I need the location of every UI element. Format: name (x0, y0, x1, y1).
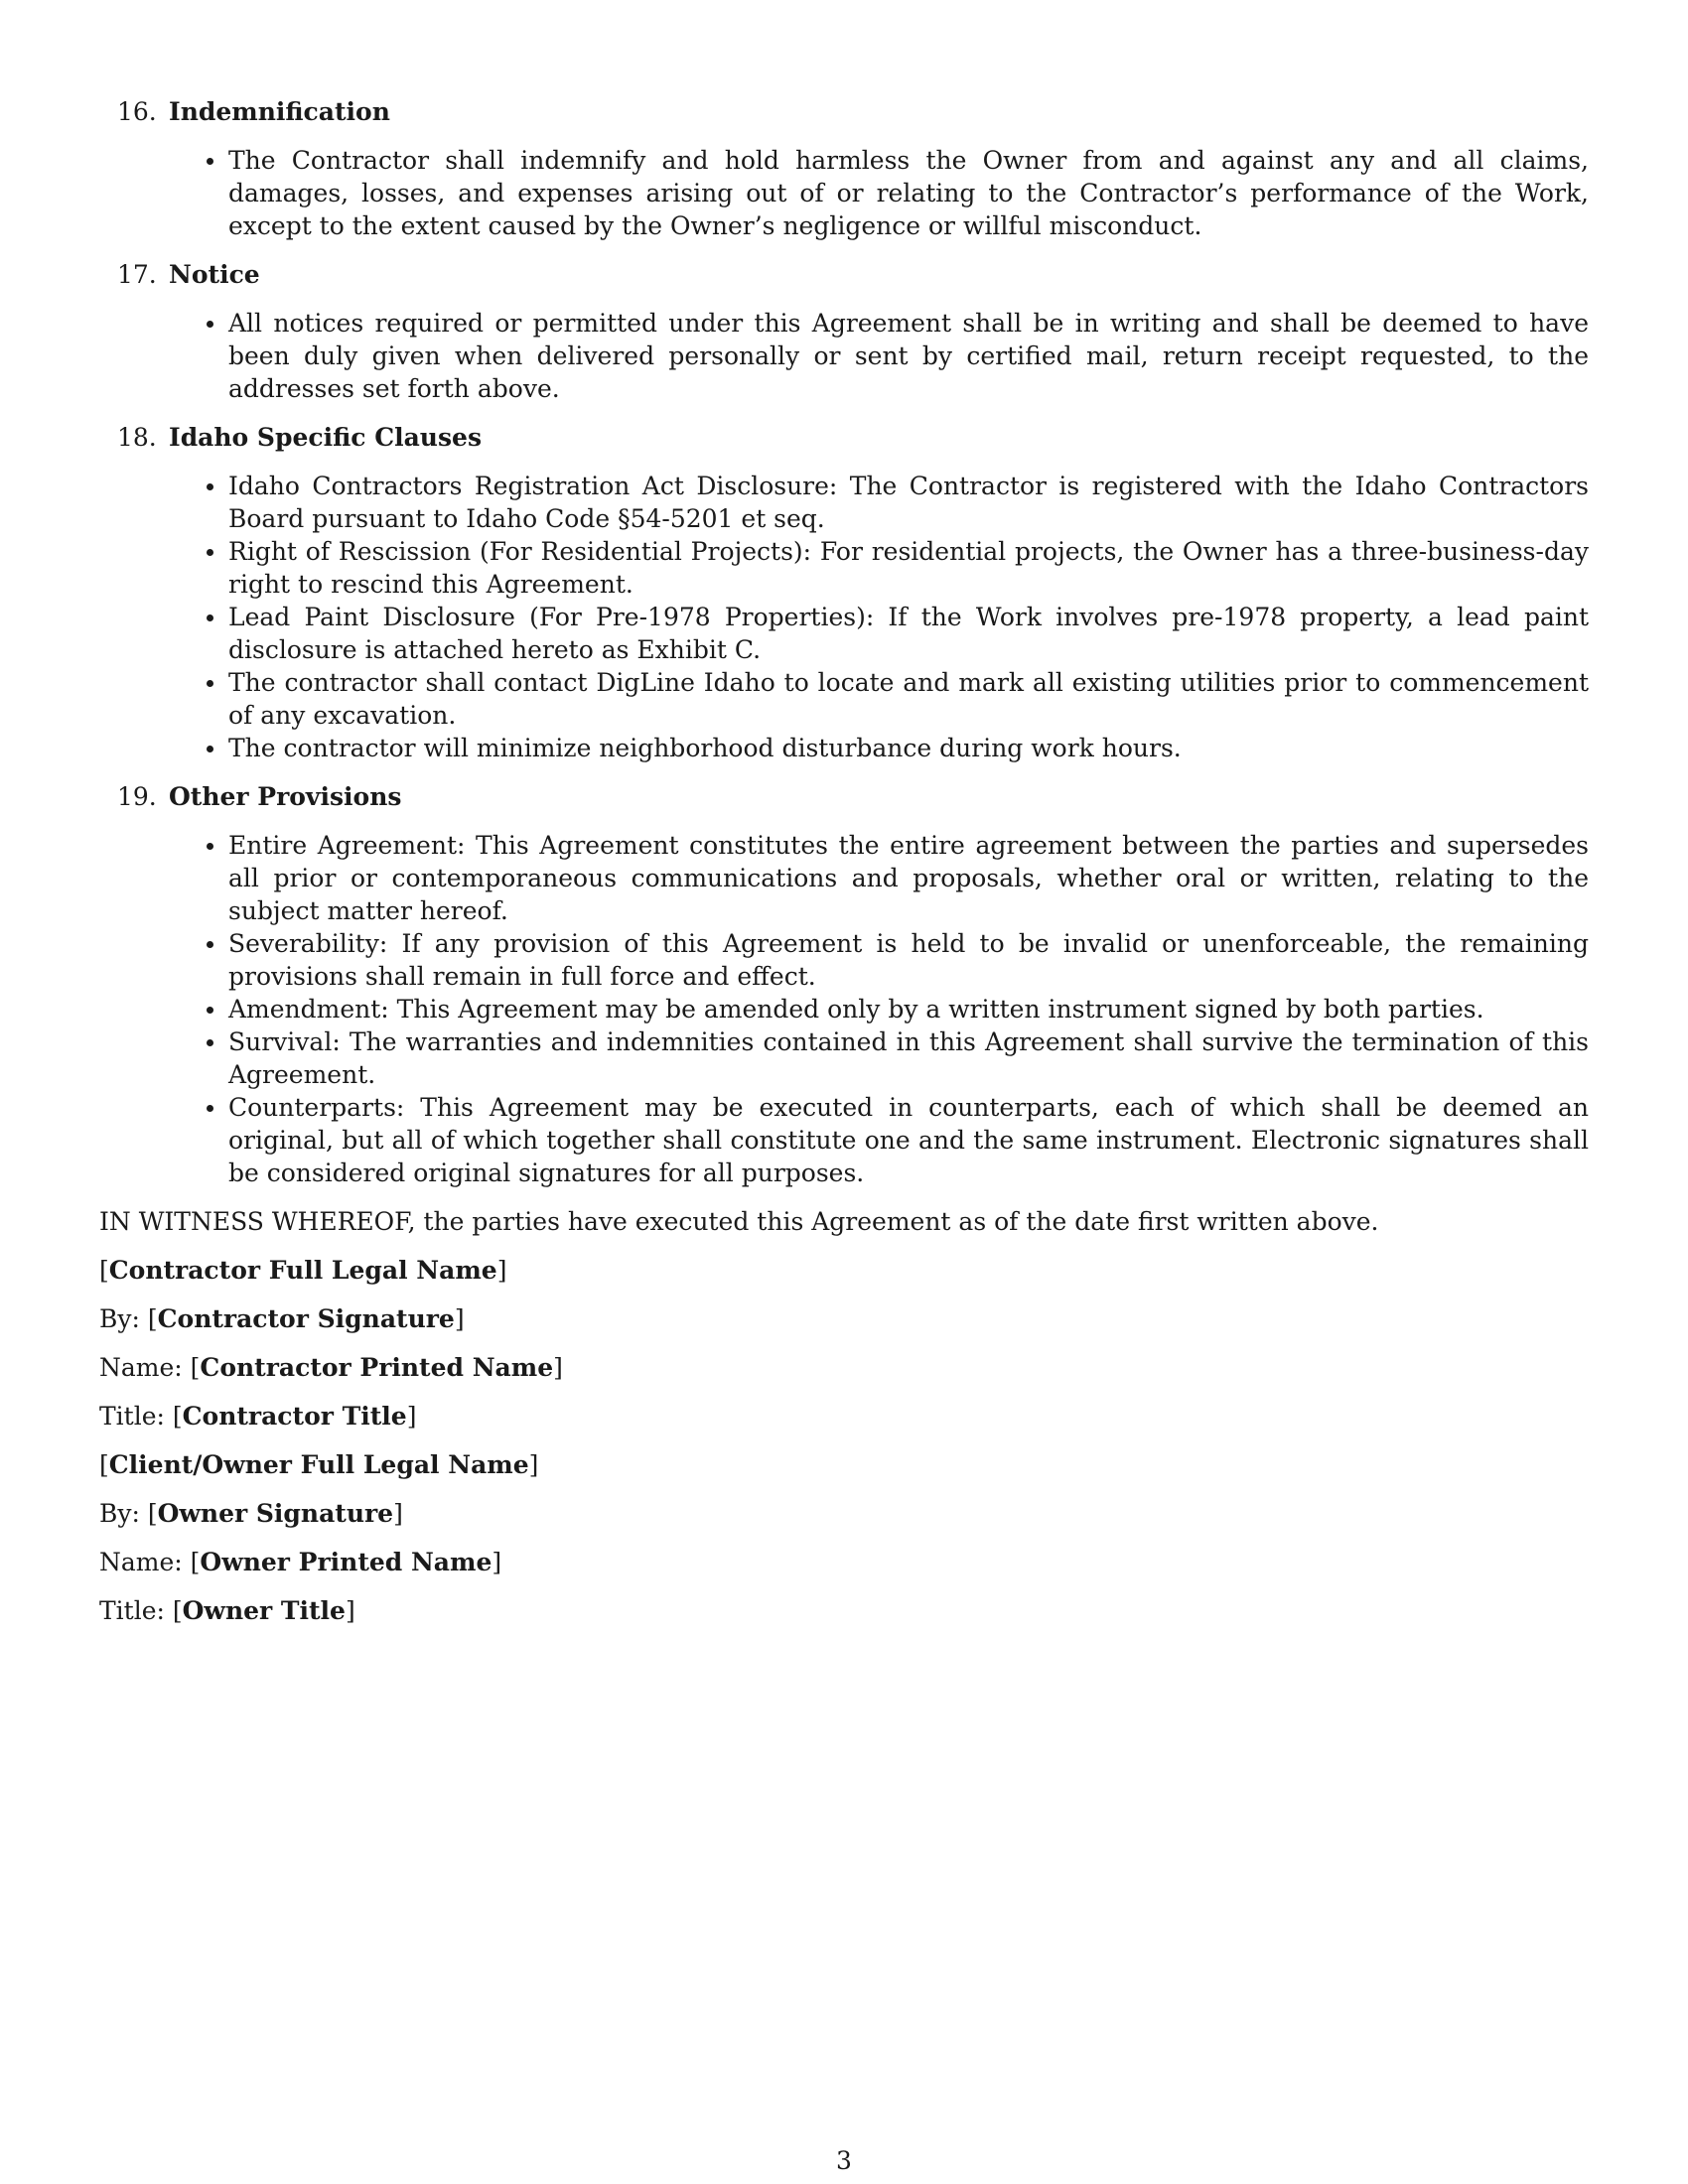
section-number: 18. (117, 423, 157, 452)
witness-statement: IN WITNESS WHEREOF, the parties have executed this Agreement as of the date first written above. (99, 1207, 1379, 1236)
placeholder-value: Contractor Title (182, 1402, 407, 1431)
owner-by-line: By: [Owner Signature] (99, 1499, 403, 1528)
bullet-icon (207, 1039, 213, 1046)
list-item-text: The contractor will minimize neighborhood disturbance during work hours. (228, 734, 1182, 762)
bullet-list (99, 307, 1589, 405)
owner-title-line: Title: [Owner Title] (99, 1596, 355, 1625)
list-item (228, 829, 1589, 927)
list-item-text: The Contractor shall indemnify and hold harmless the Owner from and against any and all claims, damages, losses, and expenses arising out of or relating to the Contractor’s performance of the Work, except to the extent caused by the Owner’s negligence or willful misconduct. (228, 146, 1589, 240)
title-label: Title: (99, 1596, 165, 1625)
bullet-icon (207, 614, 213, 621)
section-idaho-specific-clauses (99, 421, 1589, 764)
section-title: Idaho Specific Clauses (169, 423, 483, 452)
name-label: Name: (99, 1353, 183, 1382)
bullet-icon (207, 746, 213, 752)
bullet-icon (207, 483, 213, 490)
section-heading (99, 258, 1589, 291)
list-item (228, 1091, 1589, 1189)
list-item-text: All notices required or permitted under this Agreement shall be in writing and shall be deemed to have been duly given when delivered personally or sent by certified mail, return receipt requested, to the addresses set forth above. (228, 309, 1589, 403)
bullet-list (99, 829, 1589, 1189)
section-heading (99, 95, 1589, 128)
placeholder-value: Owner Printed Name (200, 1548, 492, 1576)
owner-party-name: [Client/Owner Full Legal Name] (99, 1450, 539, 1479)
bullet-icon (207, 680, 213, 687)
placeholder-value: Owner Signature (157, 1499, 394, 1528)
bullet-list (99, 144, 1589, 242)
bullet-icon (207, 1007, 213, 1014)
list-item-text: Entire Agreement: This Agreement constitutes the entire agreement between the parties and supersedes all prior or contemporaneous communications and proposals, whether oral or written, relating to the subject matter hereof. (228, 831, 1589, 925)
section-indemnification (99, 95, 1589, 242)
list-item (228, 1025, 1589, 1091)
list-item-text: Right of Rescission (For Residential Projects): For residential projects, the Owner has a three-business-day right to rescind this Agreement. (228, 537, 1589, 599)
placeholder-value: Contractor Full Legal Name (108, 1256, 497, 1285)
list-item-text: Severability: If any provision of this Agreement is held to be invalid or unenforceable, the remaining provisions shall remain in full force and effect. (228, 929, 1589, 991)
section-title: Indemnification (169, 97, 390, 126)
section-title: Other Provisions (169, 782, 402, 811)
by-label: By: (99, 1499, 140, 1528)
contractor-name-line: Name: [Contractor Printed Name] (99, 1353, 563, 1382)
section-number: 17. (117, 260, 157, 289)
page-number: 3 (836, 2146, 852, 2175)
name-label: Name: (99, 1548, 183, 1576)
placeholder-value: Owner Title (182, 1596, 346, 1625)
list-item-text: Amendment: This Agreement may be amended only by a written instrument signed by both parties. (228, 995, 1484, 1024)
list-item (228, 535, 1589, 601)
owner-signature-block (99, 1448, 1589, 1627)
document-page (99, 95, 1589, 1643)
list-item (228, 732, 1589, 764)
bullet-icon (207, 843, 213, 850)
section-title: Notice (169, 260, 260, 289)
list-item-text: The contractor shall contact DigLine Idaho to locate and mark all existing utilities prior to commencement of any excavation. (228, 668, 1589, 730)
bullet-icon (207, 941, 213, 948)
placeholder-value: Client/Owner Full Legal Name (108, 1450, 529, 1479)
section-other-provisions (99, 780, 1589, 1189)
contractor-signature-block (99, 1254, 1589, 1433)
placeholder-value: Contractor Signature (157, 1304, 455, 1333)
contractor-by-line: By: [Contractor Signature] (99, 1304, 465, 1333)
owner-name-line: Name: [Owner Printed Name] (99, 1548, 502, 1576)
placeholder-value: Contractor Printed Name (200, 1353, 554, 1382)
section-heading (99, 421, 1589, 454)
bullet-icon (207, 1105, 213, 1112)
by-label: By: (99, 1304, 140, 1333)
list-item-text: Lead Paint Disclosure (For Pre-1978 Properties): If the Work involves pre-1978 property, a lead paint disclosure is attached hereto as Exhibit C. (228, 603, 1589, 664)
section-heading (99, 780, 1589, 813)
bullet-list (99, 470, 1589, 764)
list-item-text: Idaho Contractors Registration Act Disclosure: The Contractor is registered with the Idaho Contractors Board pursuant to Idaho Code §54-5201 et seq. (228, 472, 1589, 533)
section-number: 19. (117, 782, 157, 811)
bullet-icon (207, 321, 213, 328)
contractor-party-name: [Contractor Full Legal Name] (99, 1256, 507, 1285)
bullet-icon (207, 549, 213, 556)
list-item (228, 927, 1589, 993)
list-item (228, 601, 1589, 666)
list-item (228, 470, 1589, 535)
title-label: Title: (99, 1402, 165, 1431)
list-item-text: Counterparts: This Agreement may be executed in counterparts, each of which shall be deemed an original, but all of which together shall constitute one and the same instrument. Electronic signatures shall be considered original signatures for all purposes. (228, 1093, 1589, 1187)
contractor-title-line: Title: [Contractor Title] (99, 1402, 417, 1431)
list-item (228, 307, 1589, 405)
list-item (228, 993, 1589, 1025)
list-item-text: Survival: The warranties and indemnities contained in this Agreement shall survive the termination of this Agreement. (228, 1027, 1589, 1089)
list-item (228, 144, 1589, 242)
section-notice (99, 258, 1589, 405)
list-item (228, 666, 1589, 732)
section-number: 16. (117, 97, 157, 126)
bullet-icon (207, 158, 213, 165)
